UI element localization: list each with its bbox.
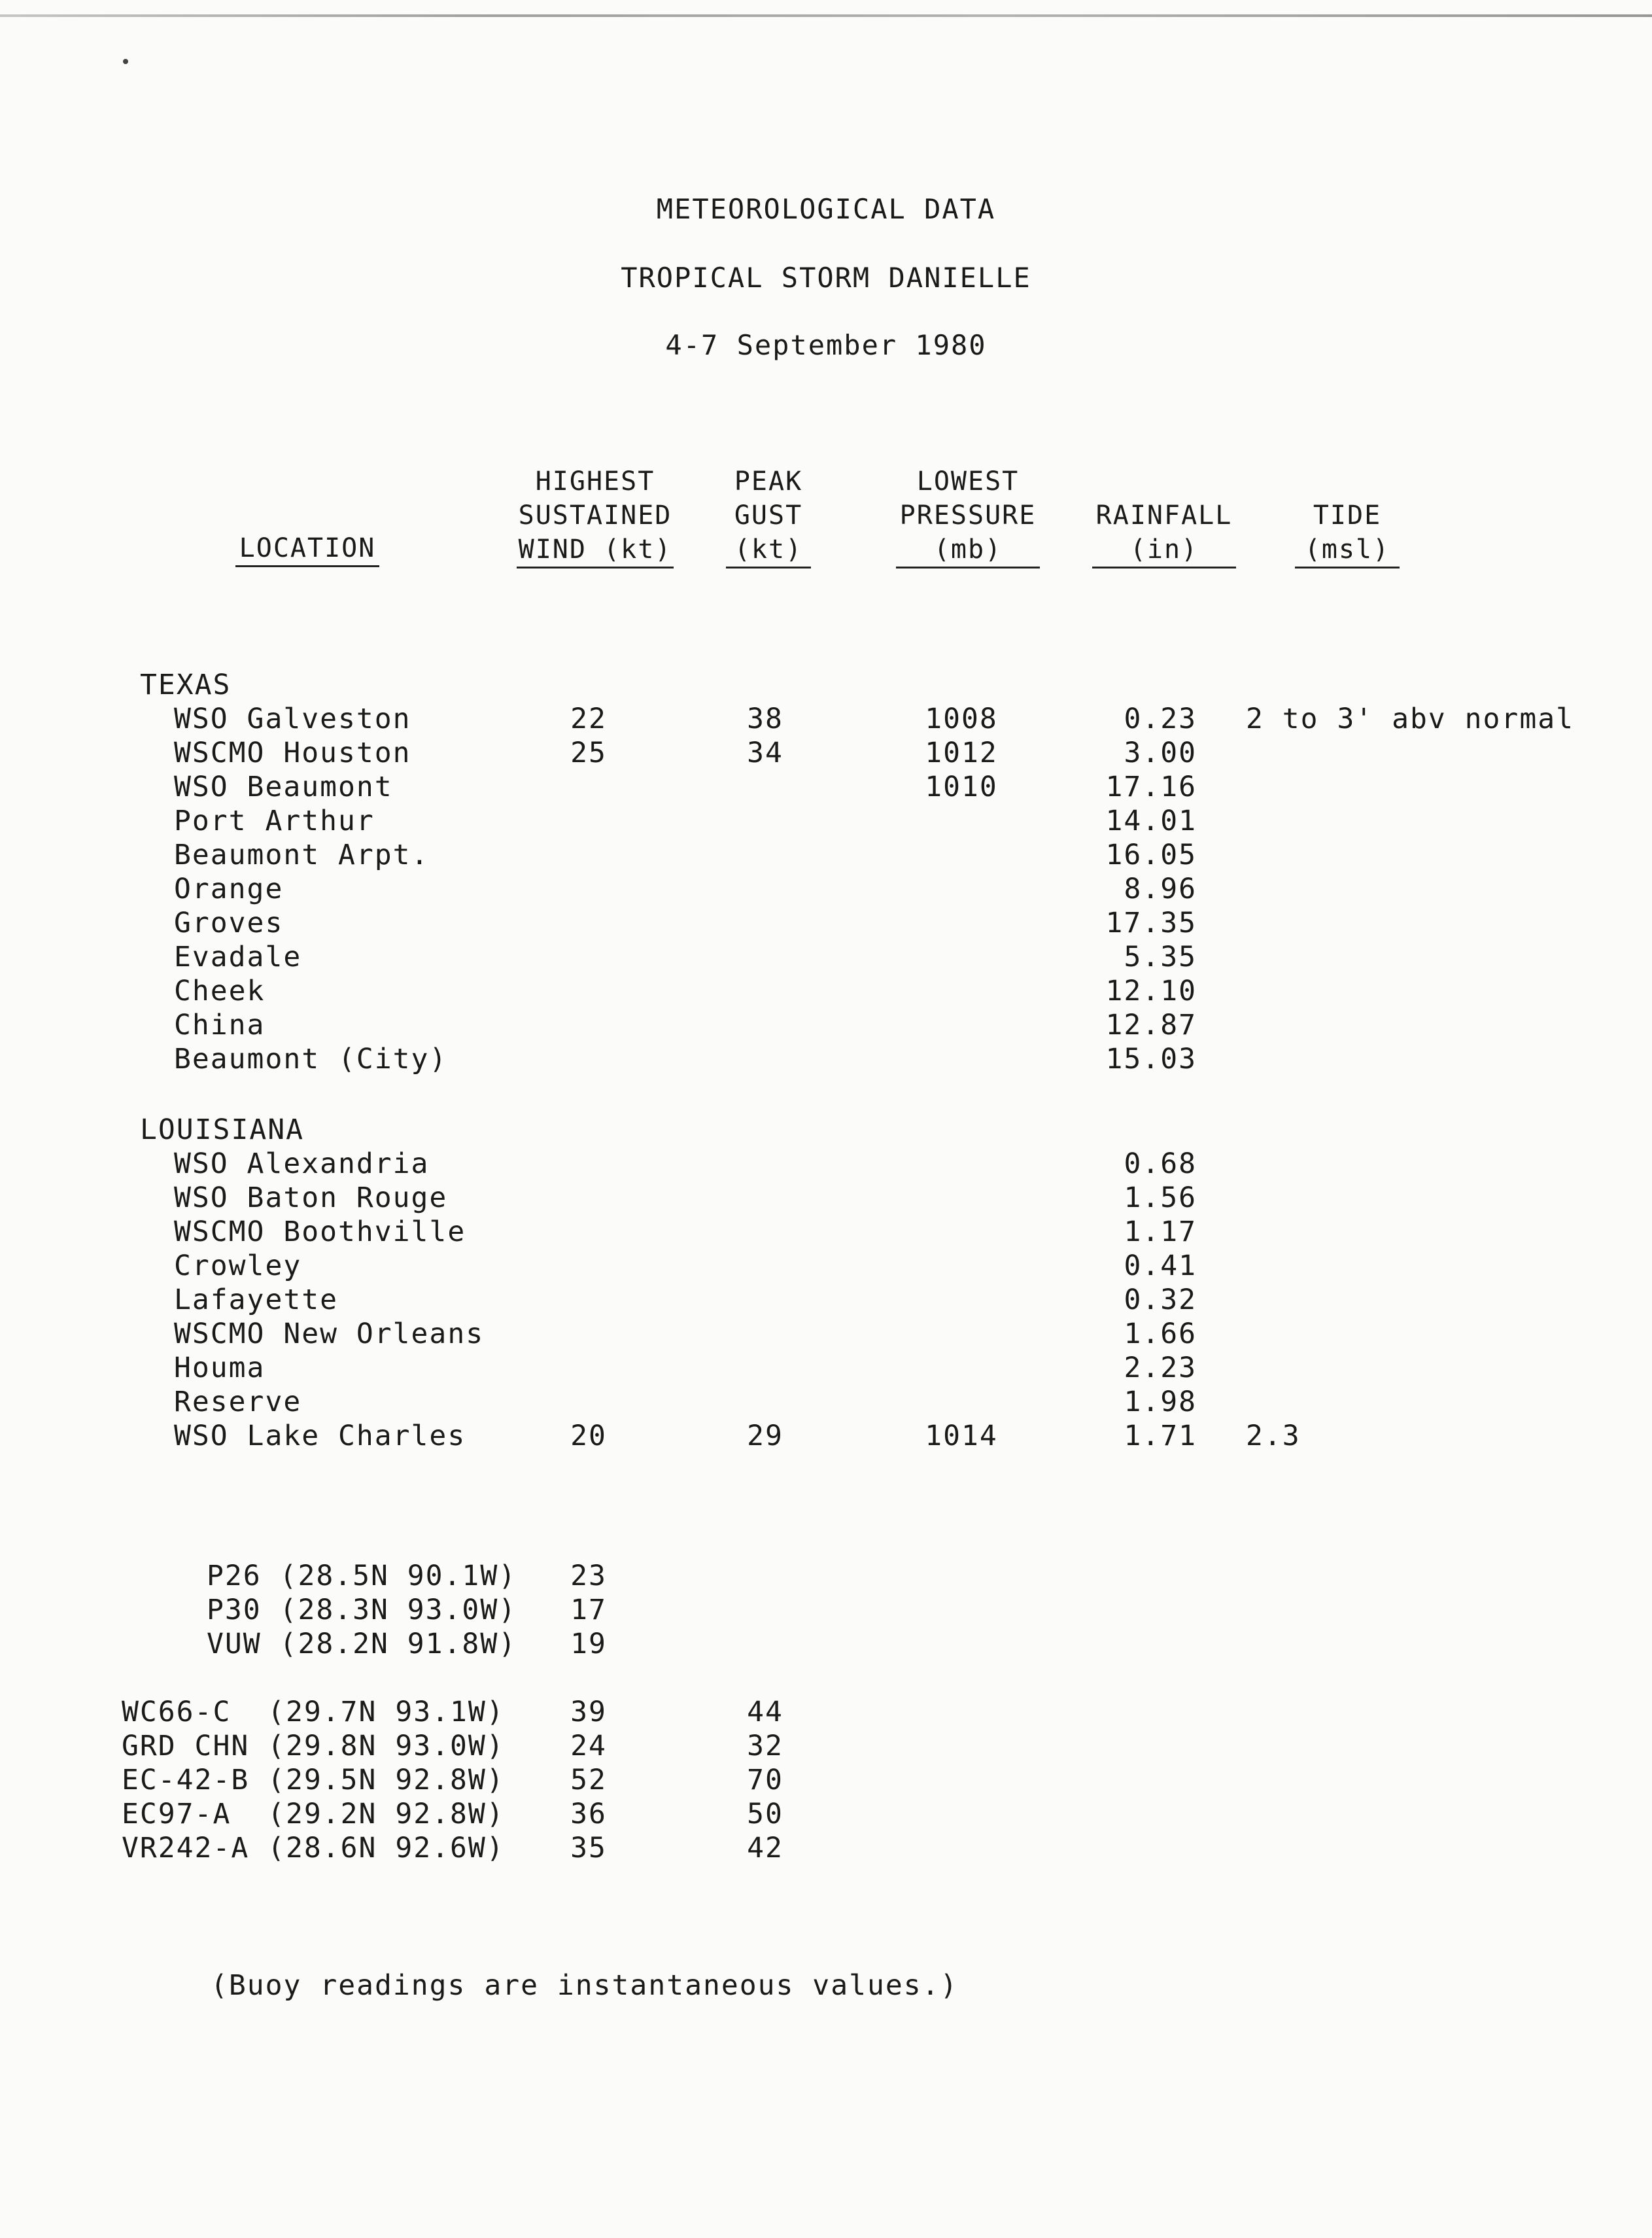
rainfall-value: 2.23	[1124, 1352, 1197, 1384]
wind-value: 23	[570, 1560, 607, 1592]
location-name: Beaumont Arpt.	[174, 839, 430, 871]
location-name: WSO Beaumont	[174, 771, 393, 803]
tide-value: 2.3	[1246, 1420, 1301, 1452]
location-name: Houma	[174, 1352, 266, 1384]
gust-value: 50	[747, 1798, 783, 1830]
gust-value: 29	[747, 1420, 783, 1452]
location-name: WSCMO Boothville	[174, 1215, 466, 1248]
location-name: WSO Alexandria	[174, 1147, 430, 1180]
gust-value: 32	[747, 1730, 783, 1762]
header-gust-line: PEAK	[734, 466, 803, 497]
location-name: China	[174, 1009, 266, 1041]
tide-value: 2 to 3' abv normal	[1246, 703, 1574, 735]
wind-value: 24	[570, 1730, 607, 1762]
rainfall-value: 0.41	[1124, 1250, 1197, 1282]
doc-subtitle: TROPICAL STORM DANIELLE	[621, 262, 1031, 294]
header-tide-line: (msl)	[1295, 533, 1400, 568]
scan-edge-line	[0, 14, 1652, 17]
pressure-value: 1010	[925, 771, 998, 803]
section-heading: TEXAS	[140, 669, 232, 701]
wind-value: 52	[570, 1764, 607, 1796]
wind-value: 25	[570, 737, 607, 769]
header-rainfall	[1092, 498, 1236, 568]
wind-value: 17	[570, 1594, 607, 1626]
buoy-name: GRD CHN (29.8N 93.0W)	[122, 1730, 505, 1762]
location-name: WSCMO Houston	[174, 737, 411, 769]
buoy-name: P30 (28.3N 93.0W)	[207, 1594, 517, 1626]
header-rainfall-line: RAINFALL	[1095, 500, 1233, 531]
wind-value: 19	[570, 1628, 607, 1660]
location-name: WSCMO New Orleans	[174, 1318, 485, 1350]
buoy-name: P26 (28.5N 90.1W)	[207, 1560, 517, 1592]
location-name: Orange	[174, 873, 284, 905]
wind-value: 22	[570, 703, 607, 735]
header-gust-line: GUST	[734, 500, 803, 531]
footnote: (Buoy readings are instantaneous values.)	[211, 1969, 959, 2002]
rainfall-value: 1.71	[1124, 1420, 1197, 1452]
rainfall-value: 1.56	[1124, 1181, 1197, 1214]
wind-value: 35	[570, 1832, 607, 1864]
buoy-name: VUW (28.2N 91.8W)	[207, 1628, 517, 1660]
buoy-name: EC97-A (29.2N 92.8W)	[122, 1798, 505, 1830]
rainfall-value: 17.35	[1105, 907, 1197, 939]
rainfall-value: 1.98	[1124, 1386, 1197, 1418]
rainfall-value: 5.35	[1124, 941, 1197, 973]
location-name: Groves	[174, 907, 284, 939]
rainfall-value: 14.01	[1105, 805, 1197, 837]
location-name: WSO Baton Rouge	[174, 1181, 448, 1214]
gust-value: 42	[747, 1832, 783, 1864]
wind-value: 20	[570, 1420, 607, 1452]
doc-date: 4-7 September 1980	[665, 329, 987, 361]
location-name: Beaumont (City)	[174, 1043, 448, 1075]
header-tide-line: TIDE	[1313, 500, 1382, 531]
pressure-value: 1012	[925, 737, 998, 769]
rainfall-value: 15.03	[1105, 1043, 1197, 1075]
rainfall-value: 12.10	[1105, 975, 1197, 1007]
buoy-name: VR242-A (28.6N 92.6W)	[122, 1832, 505, 1864]
location-name: Crowley	[174, 1250, 302, 1282]
location-name: Lafayette	[174, 1284, 338, 1316]
header-pressure-line: PRESSURE	[899, 500, 1037, 531]
header-location-line: LOCATION	[235, 531, 379, 567]
pressure-value: 1014	[925, 1420, 998, 1452]
gust-value: 34	[747, 737, 783, 769]
rainfall-value: 16.05	[1105, 839, 1197, 871]
location-name: Cheek	[174, 975, 266, 1007]
location-name: WSO Lake Charles	[174, 1420, 466, 1452]
header-gust	[726, 464, 811, 568]
scan-speck	[123, 59, 128, 64]
location-name: WSO Galveston	[174, 703, 411, 735]
header-rainfall-line: (in)	[1092, 533, 1236, 568]
buoy-name: EC-42-B (29.5N 92.8W)	[122, 1764, 505, 1796]
rainfall-value: 8.96	[1124, 873, 1197, 905]
header-pressure-line: LOWEST	[916, 466, 1020, 497]
header-pressure	[896, 464, 1040, 568]
location-name: Port Arthur	[174, 805, 375, 837]
rainfall-value: 17.16	[1105, 771, 1197, 803]
wind-value: 36	[570, 1798, 607, 1830]
rainfall-value: 1.66	[1124, 1318, 1197, 1350]
rainfall-value: 1.17	[1124, 1215, 1197, 1248]
header-wind-line: WIND (kt)	[517, 533, 674, 568]
rainfall-value: 0.23	[1124, 703, 1197, 735]
pressure-value: 1008	[925, 703, 998, 735]
wind-value: 39	[570, 1696, 607, 1728]
buoy-name: WC66-C (29.7N 93.1W)	[122, 1696, 505, 1728]
header-tide	[1295, 498, 1400, 568]
gust-value: 70	[747, 1764, 783, 1796]
rainfall-value: 0.32	[1124, 1284, 1197, 1316]
header-pressure-line: (mb)	[896, 533, 1040, 568]
gust-value: 44	[747, 1696, 783, 1728]
header-wind	[517, 464, 674, 568]
header-wind-line: HIGHEST	[535, 466, 655, 497]
rainfall-value: 0.68	[1124, 1147, 1197, 1180]
doc-title: METEOROLOGICAL DATA	[656, 193, 996, 225]
location-name: Evadale	[174, 941, 302, 973]
location-name: Reserve	[174, 1386, 302, 1418]
header-gust-line: (kt)	[726, 533, 811, 568]
rainfall-value: 3.00	[1124, 737, 1197, 769]
header-wind-line: SUSTAINED	[518, 500, 672, 531]
header-location	[235, 531, 379, 567]
section-heading: LOUISIANA	[140, 1113, 304, 1146]
rainfall-value: 12.87	[1105, 1009, 1197, 1041]
gust-value: 38	[747, 703, 783, 735]
